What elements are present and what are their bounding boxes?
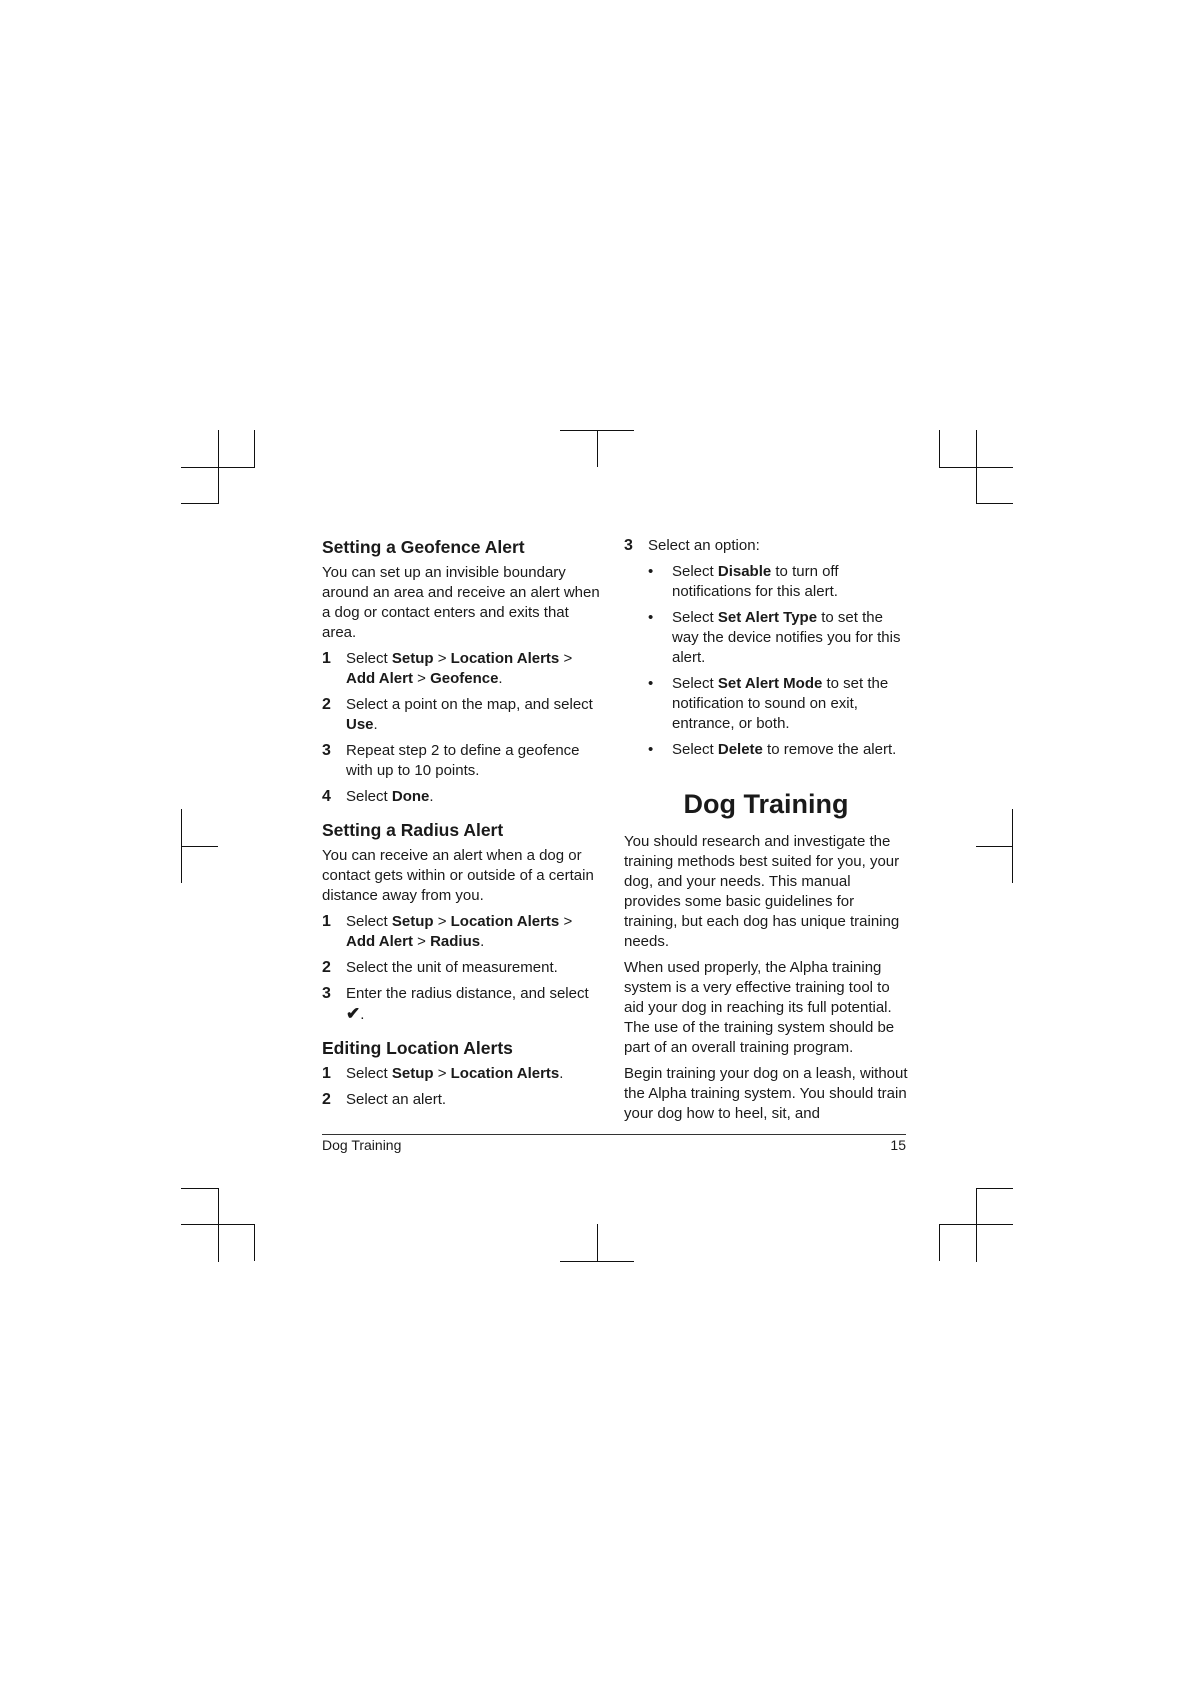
step-number: 3: [322, 985, 331, 1002]
crop-mark: [976, 1188, 1013, 1189]
step-item: [322, 912, 604, 952]
bullet-icon: •: [648, 609, 654, 626]
footer-section-name: Dog Training: [322, 1137, 402, 1153]
bullet-text: [672, 562, 908, 602]
ui-term: Setup: [391, 1065, 434, 1082]
checkmark-icon: ✔: [346, 1004, 361, 1023]
footer-rule: [322, 1134, 906, 1135]
body-paragraph: When used properly, the Alpha training system is a very effective training tool to aid your dog in reaching its full potential. The use of the training system should be part of an overall training program.: [624, 959, 895, 1056]
step-text: [346, 912, 604, 952]
text-span: .: [360, 1006, 365, 1023]
text-span: >: [433, 1065, 451, 1082]
crop-mark: [939, 1224, 1013, 1225]
step-number: 4: [322, 788, 331, 805]
step-item: [322, 787, 604, 807]
crop-mark: [597, 1224, 598, 1261]
step-item: [322, 1064, 604, 1084]
step-text: [346, 1064, 604, 1084]
step-item: [322, 695, 604, 735]
bullet-icon: •: [648, 563, 654, 580]
text-span: Select: [346, 913, 392, 930]
step-text: Select an alert.: [346, 1091, 447, 1108]
section-heading: Setting a Radius Alert: [322, 820, 504, 840]
text-span: .: [559, 1065, 564, 1082]
crop-mark: [218, 430, 219, 504]
text-span: Select: [672, 609, 718, 626]
text-span: to remove the alert.: [762, 741, 897, 758]
crop-mark: [939, 430, 940, 467]
step-item: [322, 984, 604, 1025]
text-span: Select: [672, 741, 718, 758]
crop-mark: [976, 846, 1013, 847]
text-span: >: [433, 650, 451, 667]
crop-mark: [254, 430, 255, 467]
step-item: [322, 649, 604, 689]
step-text: [346, 695, 604, 735]
crop-mark: [976, 503, 1013, 504]
text-span: .: [480, 933, 485, 950]
ui-term: Add Alert: [346, 670, 413, 687]
bullet-text: [672, 674, 908, 734]
ui-term: Set Alert Type: [717, 609, 818, 626]
step-number: 1: [322, 650, 331, 667]
ui-term: Disable: [717, 563, 772, 580]
step-number: 2: [322, 696, 331, 713]
text-span: >: [412, 670, 431, 687]
radius-section: [322, 819, 604, 1025]
option-bullet: [624, 562, 908, 602]
step-text: Select an option:: [648, 537, 760, 554]
option-bullet: [624, 608, 908, 668]
text-span: Select: [672, 675, 718, 692]
text-span: Select: [346, 788, 392, 805]
right-column: [624, 536, 908, 1130]
section-heading: Setting a Geofence Alert: [322, 537, 525, 557]
ui-term: Location Alerts: [450, 913, 560, 930]
crop-mark: [181, 503, 218, 504]
step-item: [322, 958, 604, 978]
bullet-text: [672, 740, 908, 760]
ui-term: Use: [346, 716, 374, 733]
body-paragraph: Begin training your dog on a leash, without the Alpha training system. You should train your dog how to heel, sit, and: [624, 1065, 908, 1122]
step-number: 3: [624, 537, 633, 554]
section-heading: Editing Location Alerts: [322, 1038, 513, 1058]
text-span: .: [373, 716, 378, 733]
ui-term: Setup: [391, 913, 434, 930]
step-number: 2: [322, 959, 331, 976]
crop-mark: [254, 1224, 255, 1261]
bullet-icon: •: [648, 741, 654, 758]
crop-mark: [939, 1224, 940, 1261]
text-span: Enter the radius distance, and select: [346, 985, 589, 1002]
text-span: Select a point on the map, and select: [346, 696, 593, 713]
step-text: [346, 787, 604, 807]
crop-mark: [976, 1188, 977, 1262]
geofence-section: [322, 536, 604, 807]
ui-term: Location Alerts: [450, 1065, 560, 1082]
option-bullet: [624, 674, 908, 734]
ui-term: Add Alert: [346, 933, 413, 950]
ui-term: Setup: [391, 650, 434, 667]
crop-mark: [181, 1224, 255, 1225]
text-span: .: [429, 788, 434, 805]
text-span: >: [559, 913, 573, 930]
step-number: 2: [322, 1091, 331, 1108]
ui-term: Radius: [430, 933, 481, 950]
text-span: to set the notification to sound on exit, entrance, or both.: [672, 675, 889, 732]
ui-term: Set Alert Mode: [717, 675, 823, 692]
body-paragraph: You should research and investigate the training methods best suited for you, your dog, and your needs. This manual provides some basic guidelines for training, but each dog has unique training needs.: [624, 833, 900, 950]
page-number: 15: [890, 1137, 906, 1153]
chapter-title: Dog Training: [683, 789, 849, 819]
intro-paragraph: You can receive an alert when a dog or contact gets within or outside of a certain distance away from you.: [322, 847, 594, 904]
intro-paragraph: You can set up an invisible boundary around an area and receive an alert when a dog or contact enters and exits that area.: [322, 564, 600, 641]
text-span: .: [498, 670, 503, 687]
option-bullet: [624, 740, 908, 760]
step-item: [322, 1090, 604, 1110]
ui-term: Delete: [717, 741, 763, 758]
text-span: to set the way the device notifies you for this alert.: [672, 609, 901, 666]
text-span: >: [433, 913, 451, 930]
ui-term: Location Alerts: [450, 650, 560, 667]
step-item: [624, 536, 908, 556]
step-item: [322, 741, 604, 781]
step-number: 3: [322, 742, 331, 759]
ui-term: Geofence: [430, 670, 499, 687]
step-number: 1: [322, 913, 331, 930]
text-span: Select: [672, 563, 718, 580]
crop-mark: [181, 846, 218, 847]
editing-section: [322, 1037, 604, 1110]
text-span: Select: [346, 650, 392, 667]
ui-term: Done: [391, 788, 430, 805]
crop-mark: [181, 1188, 218, 1189]
text-span: >: [559, 650, 573, 667]
crop-mark: [560, 1261, 634, 1262]
text-span: Select: [346, 1065, 392, 1082]
step-text: Select the unit of measurement.: [346, 959, 558, 976]
crop-mark: [597, 430, 598, 467]
bullet-text: [672, 608, 908, 668]
text-span: to turn off notifications for this alert.: [672, 563, 839, 600]
bullet-icon: •: [648, 675, 654, 692]
crop-mark: [218, 1188, 219, 1262]
crop-mark: [976, 430, 977, 504]
step-text: [346, 649, 604, 689]
step-number: 1: [322, 1065, 331, 1082]
step-text: [346, 984, 604, 1025]
text-span: >: [412, 933, 431, 950]
step-text: Repeat step 2 to define a geofence with up to 10 points.: [346, 742, 580, 779]
left-column: [322, 536, 604, 1116]
